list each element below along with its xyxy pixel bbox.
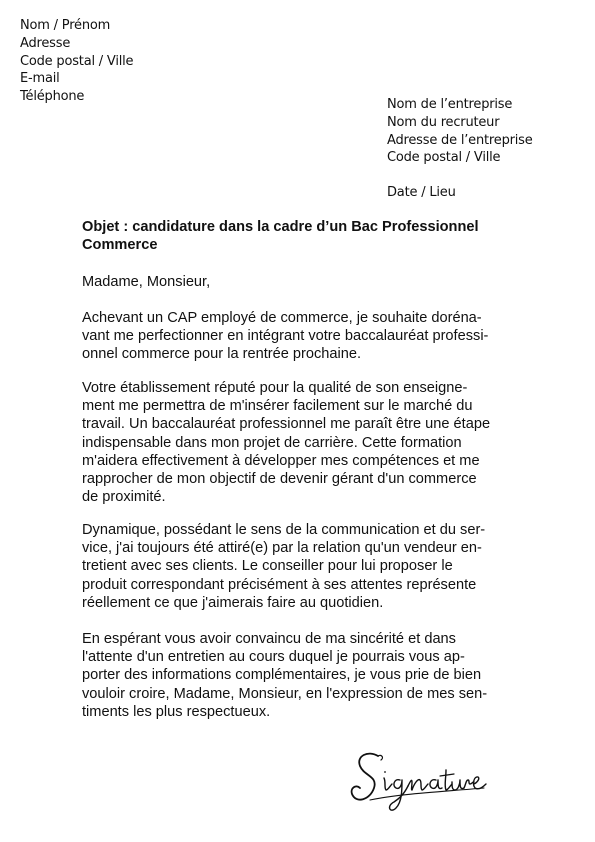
- salutation: Madame, Monsieur,: [82, 274, 211, 290]
- paragraph-intro: [82, 309, 488, 364]
- paragraph-line: Dynamique, possédant le sens de la communication et du ser-: [82, 522, 486, 538]
- paragraph-line: vice, j'ai toujours été attiré(e) par la relation qu'un vendeur en-: [82, 540, 482, 557]
- sender-phone: Téléphone: [20, 89, 85, 105]
- paragraph-line: indispensable dans mon projet de carrière. Cette formation: [82, 434, 462, 451]
- paragraph-line: porter des informations complémentaires, je vous prie de bien: [82, 667, 482, 684]
- paragraph-line: m'aidera effectivement à développer mes compétences et me: [82, 452, 480, 469]
- letter-body: [82, 218, 522, 720]
- paragraph-line: Votre établissement réputé pour la qualité de son enseigne-: [82, 380, 468, 396]
- subject-line: [82, 218, 522, 254]
- paragraph-line: travail. Un baccalauréat professionnel me paraît être une étape: [82, 416, 491, 433]
- recipient-block: [387, 96, 533, 167]
- sender-postal-city: Code postal / Ville: [20, 53, 134, 69]
- paragraph-line: rapprocher de mon objectif de devenir gérant d'un commerce: [82, 471, 477, 488]
- subject-line-1: Objet : candidature dans la cadre d’un Bac Professionnel: [82, 219, 479, 235]
- paragraph-line: vant me perfectionner en intégrant votre baccalauréat professi-: [82, 328, 489, 345]
- paragraph-line: réellement ce que j'aimerais faire au quotidien.: [82, 594, 384, 611]
- paragraph-qualities: [82, 521, 485, 612]
- paragraph-line: vouloir croire, Madame, Monsieur, en l'expression de mes sen-: [82, 685, 488, 702]
- paragraph-line: En espérant vous avoir convaincu de ma sincérité et dans: [82, 631, 456, 647]
- handwritten-signature: [348, 748, 488, 818]
- paragraph-line: onnel commerce pour la rentrée prochaine.: [82, 346, 362, 363]
- sender-address: Adresse: [20, 35, 71, 51]
- recipient-postal-city: Code postal / Ville: [387, 150, 501, 166]
- paragraph-line: Achevant un CAP employé de commerce, je souhaite doréna-: [82, 310, 482, 326]
- sender-email: E-mail: [20, 71, 60, 87]
- recipient-address: Adresse de l’entreprise: [387, 132, 533, 148]
- paragraph-establishment: [82, 379, 490, 506]
- paragraph-line: l'attente d'un entretien au cours duquel je pourrais vous ap-: [82, 649, 465, 666]
- recipient-recruiter: Nom du recruteur: [387, 114, 500, 130]
- recipient-company: Nom de l’entreprise: [387, 97, 513, 112]
- paragraph-line: de proximité.: [82, 489, 166, 506]
- paragraph-line: timents les plus respectueux.: [82, 703, 271, 720]
- sender-block: [20, 17, 133, 106]
- paragraph-line: tretient avec ses clients. Le conseiller pour lui proposer le: [82, 558, 453, 575]
- sender-name: Nom / Prénom: [20, 18, 111, 33]
- date-place: Date / Lieu: [387, 185, 456, 200]
- paragraph-line: produit correspondant précisément à ses attentes représente: [82, 576, 477, 593]
- paragraph-closing: [82, 630, 487, 721]
- paragraph-line: ment me permettra de m'insérer facilement sur le marché du: [82, 398, 473, 415]
- subject-line-2: Commerce: [82, 237, 158, 254]
